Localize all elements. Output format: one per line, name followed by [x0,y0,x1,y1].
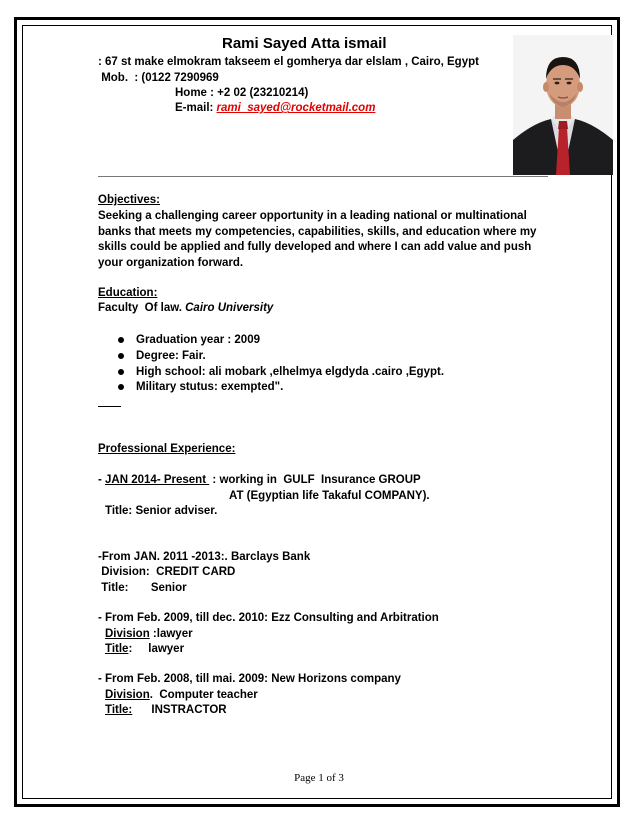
bullet-icon [118,333,126,341]
job4-division-label: Division [105,689,150,701]
job3-line1: - From Feb. 2009, till dec. 2010: Ezz Consulting and Arbitration [98,612,439,624]
job1-date: JAN 2014- Present [105,474,210,486]
job4-title [105,703,227,719]
header-divider [98,176,548,177]
page-number: Page 1 of 3 [294,772,344,784]
job1-title: Title: Senior adviser. [105,505,218,517]
email-link[interactable]: rami_sayed@rocketmail.com [216,102,376,114]
email-line [175,101,375,117]
job2-line1: -From JAN. 2011 -2013:. Barclays Bank [98,551,311,563]
job3-title [105,642,184,658]
bullet-icon [118,365,126,373]
candidate-name: Rami Sayed Atta ismail [222,35,387,52]
job3-division [105,627,193,643]
job2-title: Title: Senior [98,582,187,594]
short-divider [98,406,121,407]
bullet-icon [118,349,126,357]
job1-prefix: - [98,474,106,486]
bullet-icon [118,380,126,388]
job4-title-value: INSTRACTOR [132,704,227,716]
profile-photo [513,35,613,175]
objectives-text: Seeking a challenging career opportunity in a leading national or multinational banks that meets my competencies, capabilities, skills, and education where my skills could be applied and fully developed and where I can add value and push your organization forward. [98,210,537,269]
education-heading: Education: [98,287,158,299]
faculty-label: Faculty Of law. [98,302,186,314]
job4-title-label: Title: [105,704,133,716]
job1-line1 [98,473,421,489]
job3-title-label: Title [105,643,129,655]
education-item: Graduation year : 2009 [136,334,260,346]
portrait-image [513,35,613,175]
education-item: Military stutus: exempted". [136,381,284,393]
job2-division: Division: CREDIT CARD [98,566,236,578]
job3-title-value: : lawyer [128,643,185,655]
university-name: Cairo University [185,302,274,314]
home-phone-line: Home : +2 02 (23210214) [175,87,309,99]
job3-division-value: :lawyer [149,628,193,640]
experience-heading: Professional Experience: [98,443,236,455]
job1-line2: AT (Egyptian life Takaful COMPANY). [229,490,430,502]
mobile-line: Mob. : (0122 7290969 [98,72,219,84]
education-item: High school: ali mobark ,elhelmya elgdyda .cairo ,Egypt. [136,366,445,378]
job4-division-value: . Computer teacher [149,689,258,701]
email-label: E-mail: [175,102,217,114]
job4-line1: - From Feb. 2008, till mai. 2009: New Horizons company [98,673,401,685]
education-item: Degree: Fair. [136,350,206,362]
objectives-heading: Objectives: [98,194,160,206]
job1-company: : working in GULF Insurance GROUP [209,474,421,486]
job3-division-label: Division [105,628,150,640]
address-line: : 67 st make elmokram takseem el gomherya dar elslam , Cairo, Egypt [98,56,479,68]
job4-division [105,688,258,704]
faculty-line [98,301,273,317]
